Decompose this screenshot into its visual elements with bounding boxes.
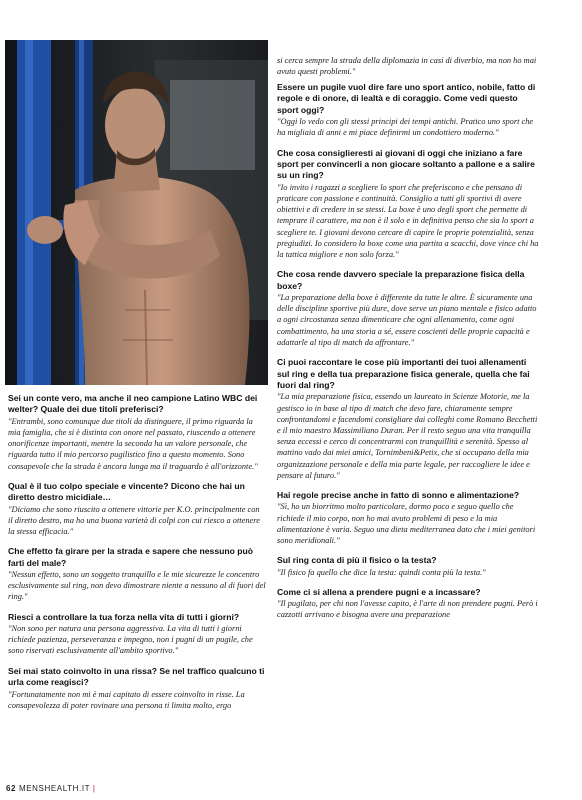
- answer: "Fortunatamente non mi è mai capitato di essere coinvolto in risse. La consapevolezza di poter rovinare una persona ti limita molto, ergo: [8, 689, 245, 710]
- boxer-photo: [5, 40, 268, 385]
- question: Hai regole precise anche in fatto di sonno e alimentazione?: [277, 489, 520, 500]
- ring-pole: [17, 40, 51, 385]
- page-number: 62: [6, 784, 17, 793]
- question: Qual è il tuo colpo speciale e vincente? Dicono che hai un diretto destro micidiale…: [8, 480, 245, 503]
- answer: "Diciamo che sono riuscito a ottenere vittorie per K.O. principalmente con il diretto destro, ma ho una buona varietà di colpi con cui riesco a ottenere la stessa efficacia.": [8, 504, 260, 537]
- answer: "La mia preparazione fisica, essendo un laureato in Scienze Motorie, me la gestisco io in base al tipo di match che devo fare, chiaramente sempre confrontandomi e facendomi consigliare dai colleghi come Romano Becchetti e il mio maestro Massimiliano Duran. Per il resto seguo una vita tranquilla senza eccessi e cerco di concentrarmi con tranquillità e serenità. Spesso al mattino vado dai miei amici, Tornimbeni&Petix, che si occupano della mia organizzazione personale e della mia parte legale, per raccogliere le idee e pensare al futuro.": [277, 392, 538, 480]
- question: Come ci si allena a prendere pugni e a incassare?: [277, 586, 481, 597]
- qa-item: [8, 612, 266, 657]
- qa-item: [277, 357, 540, 481]
- answer: "Oggi lo vedo con gli stessi principi dei tempi antichi. Pratico uno sport che ha migliaia di anni e mi piace definirmi un condottiero moderno.": [277, 117, 534, 138]
- footer-separator: |: [92, 784, 96, 793]
- qa-item: [277, 82, 540, 139]
- qa-item: [277, 587, 540, 621]
- question: Essere un pugile vuol dire fare uno sport antico, nobile, fatto di regole e di onore, di lealtà e di coraggio. Come vedi questo sport oggi?: [277, 82, 536, 115]
- answer: "La preparazione della boxe è differente da tutte le altre. È sicuramente una delle discipline sportive più dure, dove serve un piano mentale e fisico adatto a ogni circostanza senza dimenticare che ogni allenamento, come ogni combattimento, ha una storia a sé, essere coscienti delle proprie capacità e adattarle al tipo di match da affrontare.": [277, 293, 537, 347]
- question: Sei mai stato coinvolto in una rissa? Se nel traffico qualcuno ti urla come reagisci?: [8, 665, 265, 688]
- intro-continuation: si cerca sempre la strada della diplomazia in casi di diverbio, ma non ho mai avuto questi problemi.": [277, 56, 537, 77]
- answer: "Sì, ho un biorritmo molto particolare, dormo poco e seguo quello che richiede il mio corpo, non ho mai avuto problemi di peso e la mia alimentazione è varia. Seguo una dieta mediterranea dato che i miei genitori sono meridionali.": [277, 502, 536, 545]
- question: Che cosa consiglieresti ai giovani di oggi che iniziano a fare sport per convincerli a non giocare soltanto a pallone e a salire su un ring?: [277, 147, 535, 181]
- question: Sul ring conta di più il fisico o la testa?: [277, 555, 437, 566]
- qa-item: [8, 393, 266, 472]
- answer: "Io invito i ragazzi a scegliere lo sport che preferiscono e che pensano di praticare con passione e continuità. Consiglio a tutti gli sportivi di avere obiettivi e di credere in se stessi. La boxe è uno degli sport che permette di temprare il carattere, ma non è il solo e in definitiva penso che sia lo sport a scegliere te. I giovani devono cercare di capire le proprie potenzialità, senza pregiudizi. Io considero la boxe come una partita a scacchi, dove vince chi ha la tattica migliore e non solo forza.": [277, 182, 539, 260]
- answer: "Nessun effetto, sono un soggetto tranquillo e le mie sicurezze le concentro esclusivamente sul ring, non devo dimostrare niente a nessuno al di fuori del ring.": [8, 570, 266, 602]
- left-column: [8, 393, 266, 720]
- answer: "Il pugilato, per chi non l'avesse capito, è l'arte di non prendere pugni. Però i cazzotti arrivano e bisogna avere una preparazione: [277, 599, 538, 620]
- qa-item: [277, 490, 540, 546]
- question: Che cosa rende davvero speciale la preparazione fisica della boxe?: [277, 269, 525, 291]
- question: Ci puoi raccontare le cose più importanti dei tuoi allenamenti sul ring e della tua preparazione fisica generale, quella che fai fuori dal ring?: [277, 357, 530, 390]
- answer: "Entrambi, sono comunque due titoli da distinguere, il primo riguarda la mia famiglia, che si è distinta con onore nel passato, riuscendo a ottenere onorificenze importanti, mentre la seconda ha un valore personale, che riguarda tutto il mio percorso pugilistico fino a questo momento. Sono consapevole che la strada è ancora lunga ma il traguardo è all'orizzonte.": [8, 416, 258, 471]
- qa-item: [8, 481, 266, 537]
- question: Che effetto fa girare per la strada e sapere che nessuno può farti del male?: [8, 546, 253, 568]
- answer: "Non sono per natura una persona aggressiva. La vita di tutti i giorni richiede pazienza, perseveranza e impegno, non i pugni di un pugile, che sono riservati esclusivamente all'ambito sportivo.": [8, 624, 253, 656]
- qa-item: [8, 546, 266, 602]
- question: Riesci a controllare la tua forza nella vita di tutti i giorni?: [8, 611, 240, 622]
- qa-item: [277, 555, 540, 578]
- answer: "Il fisico fa quello che dice la testa: quindi conta più la testa.": [277, 567, 486, 577]
- right-column: [277, 82, 540, 630]
- qa-item: [277, 148, 540, 261]
- page-footer: [6, 784, 96, 793]
- question: Sei un conte vero, ma anche il neo campione Latino WBC dei welter? Quale dei due titoli preferisci?: [8, 393, 258, 415]
- magazine-url: MENSHEALTH.IT: [18, 784, 91, 793]
- boxer-illustration: [5, 40, 268, 385]
- qa-item: [8, 666, 266, 711]
- qa-item: [277, 269, 540, 348]
